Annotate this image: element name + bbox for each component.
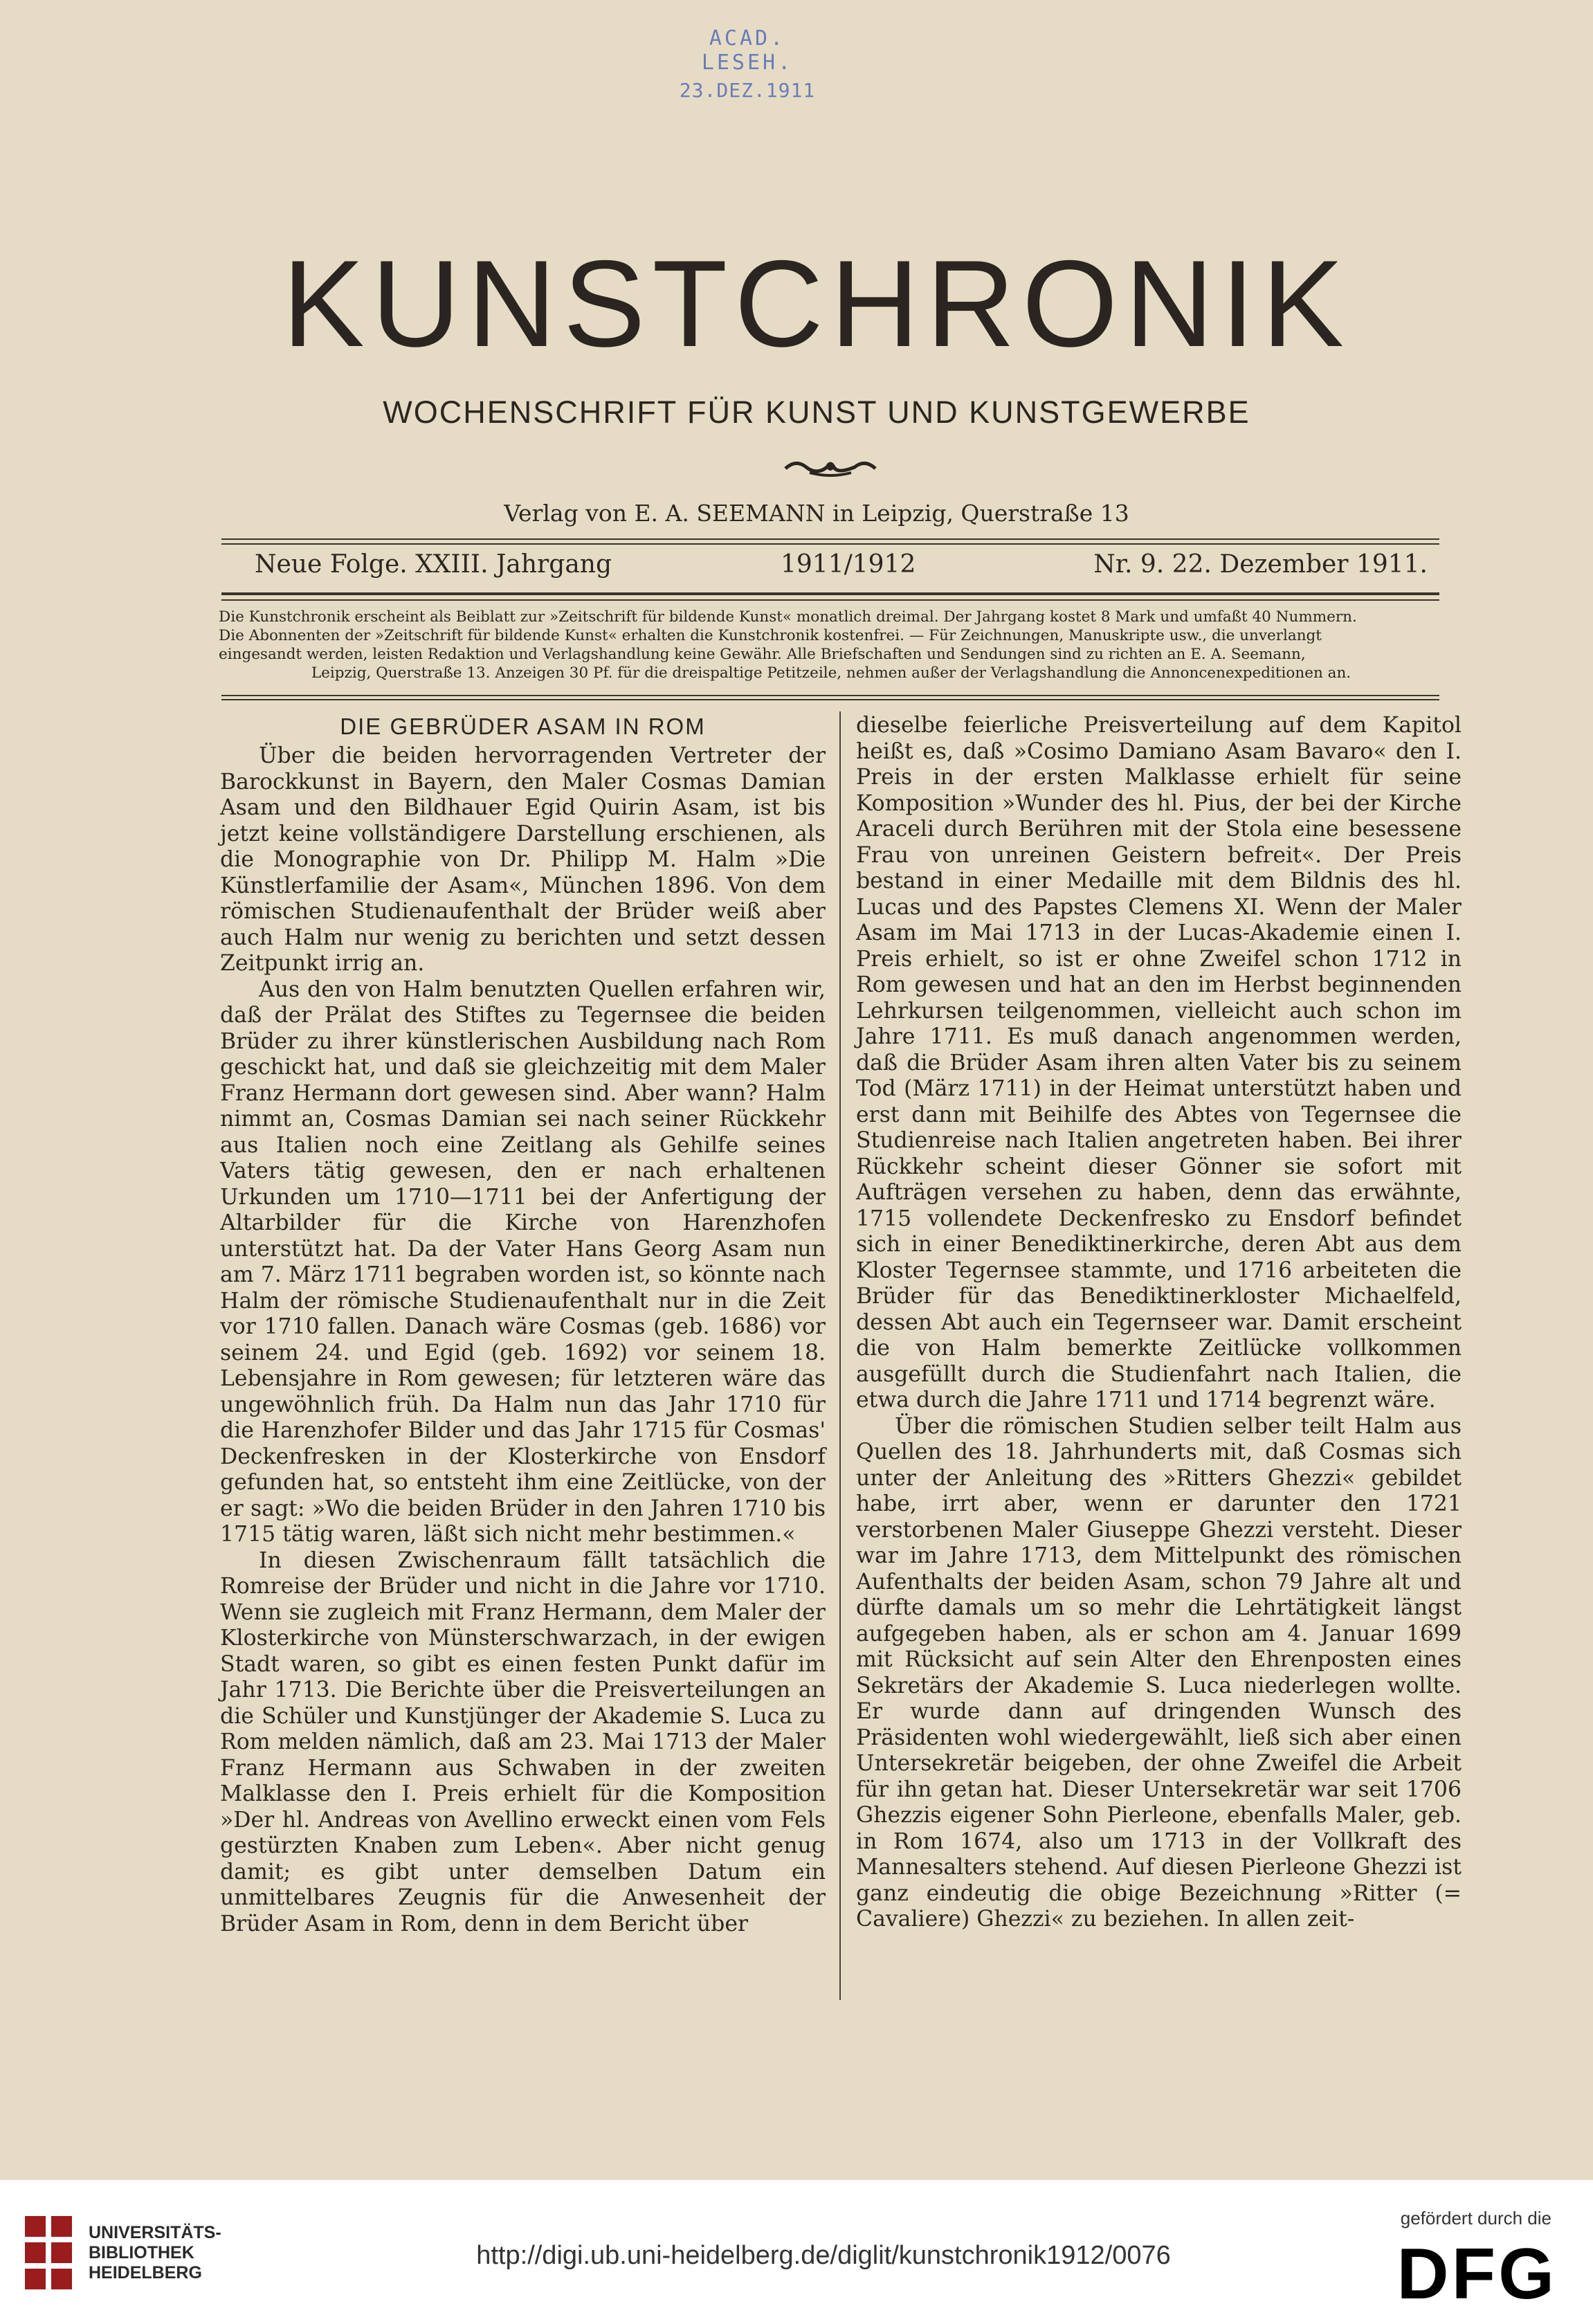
paragraph: Über die römischen Studien selber teilt Halm aus Quellen des 18. Jahrhunderts mit, daß Cosmas sich unter der Anleitung des »Ritters Ghezzi« gebildet habe, irrt aber, wenn er darunter den 1721 verstorbenen Maler Giuseppe Ghezzi versteht. Dieser war im Jahre 1713, dem Mittelpunkt des römischen Aufenthalts der beiden Asam, schon 79 Jahre alt und dürfte damals um so mehr die Lehrtätigkeit längst aufgegeben haben, als er schon am 4. Januar 1699 mit Rücksicht auf sein Alter den Ehrenposten eines Sekretärs der Akademie S. Luca niederlegen wollte. Er wurde dann auf dringenden Wunsch des Präsidenten wohl wiedergewählt, ließ sich aber einen Untersekretär beigeben, der ohne Zweifel die Arbeit für ihn getan hat. Dieser Untersekretär war seit 1706 Ghezzis eigener Sohn Pierleone, ebenfalls Maler, geb. in Rom 1674, also um 1713 in der Vollkraft des Mannesalters stehend. Auf diesen Pierleone Ghezzi ist ganz eindeutig die obige Bezeichnung »Ritter (= Cavaliere) Ghezzi« zu beziehen. In allen zeit- xyxy=(856,1413,1462,1932)
stamp-date: 23.DEZ.1911 xyxy=(679,79,816,102)
notice-line: Leipzig, Querstraße 13. Anzeigen 30 Pf. für die dreispaltige Petitzeile, nehmen außer der Verlagshandlung die Annoncenexpeditionen an. xyxy=(311,664,1351,682)
rule-notice-bottom xyxy=(221,695,1439,696)
issue-number-date: Nr. 9. 22. Dezember 1911. xyxy=(1093,550,1428,579)
masthead-title: KUNSTCHRONIK xyxy=(282,235,1351,372)
university-name-line: BIBLIOTHEK xyxy=(89,2243,194,2262)
permalink-url[interactable]: http://digi.ub.uni-heidelberg.de/diglit/kunstchronik1912/0076 xyxy=(476,2241,1171,2270)
funded-by-label: gefördert durch die xyxy=(1400,2208,1551,2228)
rule-issue-bottom xyxy=(221,592,1439,595)
column-divider xyxy=(839,711,841,2000)
article-heading: DIE GEBRÜDER ASAM IN ROM xyxy=(340,714,706,739)
digitization-footer xyxy=(0,2180,1593,2324)
paragraph: Über die beiden hervorragenden Vertreter der Barockkunst in Bayern, den Maler Cosmas Damian Asam und den Bildhauer Egid Quirin Asam, ist bis jetzt keine vollständigere Darstellung erschienen, als die Monographie von Dr. Philipp M. Halm »Die Künstlerfamilie der Asam«, München 1896. Von dem römischen Studienaufenthalt der Brüder weiß aber auch Halm nur wenig zu berichten und setzt dessen Zeitpunkt irrig an. xyxy=(220,743,826,976)
notice-line: Die Kunstchronik erscheint als Beiblatt zur »Zeitschrift für bildende Kunst« monatlich dreimal. Der Jahrgang kostet 8 Mark und umfaßt 40 Nummern. xyxy=(219,608,1357,626)
university-name xyxy=(89,2223,221,2283)
notice-line: Die Abonnenten der »Zeitschrift für bildende Kunst« erhalten die Kunstchronik kostenfrei. — Für Zeichnungen, Manuskripte usw., die unverlangt xyxy=(219,627,1322,644)
issue-series: Neue Folge. XXIII. Jahrgang xyxy=(255,550,612,579)
issue-info xyxy=(255,550,1428,589)
paragraph: Aus den von Halm benutzten Quellen erfahren wir, daß der Prälat des Stiftes zu Tegernsee die beiden Brüder zu ihrer künstlerischen Ausbildung nach Rom geschickt hat, und daß sie gleichzeitig mit dem Maler Franz Hermann dort gewesen sind. Aber wann? Halm nimmt an, Cosmas Damian sei nach seiner Rückkehr aus Italien noch eine Zeitlang als Gehilfe seines Vaters tätig gewesen, den er nach erhaltenen Urkunden um 1710—1711 bei der Anfertigung der Altarbilder für die Kirche von Harenzhofen unterstützt hat. Da der Vater Hans Georg Asam nun am 7. März 1711 begraben worden ist, so könnte nach Halm der römische Studienaufenthalt nur in die Zeit vor 1710 fallen. Danach wäre Cosmas (geb. 1686) vor seinem 24. und Egid (geb. 1692) vor seinem 18. Lebensjahre in Rom gewesen; für letzteren wäre das ungewöhnlich früh. Da Halm nun das Jahr 1710 für die Harenzhofer Bilder und das Jahr 1715 für Cosmas' Deckenfresken in der Klosterkirche von Ensdorf gefunden hat, so entsteht ihm eine Zeitlücke, von der er sagt: »Wo die beiden Brüder in den Jahren 1710 bis 1715 tätig waren, läßt sich nicht mehr bestimmen.« xyxy=(220,977,826,1547)
masthead-subtitle: WOCHENSCHRIFT FÜR KUNST UND KUNSTGEWERBE xyxy=(383,394,1250,430)
university-name-line: HEIDELBERG xyxy=(89,2263,202,2282)
university-logo-icon xyxy=(25,2216,75,2292)
dfg-logo: DFG xyxy=(1396,2234,1557,2314)
ornament-icon xyxy=(782,453,879,481)
subscription-notice xyxy=(219,608,1444,682)
stamp-line-1: ACAD. LESEH. xyxy=(701,26,794,75)
rule-issue-bottom-2 xyxy=(221,599,1439,601)
notice-line: eingesandt werden, leisten Redaktion und Verlagshandlung keine Gewähr. Alle Briefschaften und Sendungen sind zu richten an E. A. Seemann, xyxy=(219,646,1306,663)
library-stamp xyxy=(664,26,830,102)
paragraph: dieselbe feierliche Preisverteilung auf dem Kapitol heißt es, daß »Cosimo Damiano Asam Bavaro« den I. Preis in der ersten Malklasse erhielt für seine Komposition »Wunder des hl. Pius, der bei der Kirche Araceli durch Berühren mit der Stola eine besessene Frau von unreinen Geistern befreit«. Der Preis bestand in einer Medaille mit dem Bildnis des hl. Lucas und des Papstes Clemens XI. Wenn der Maler Asam im Mai 1713 in der Lucas-Akademie einen I. Preis erhielt, so ist er ohne Zweifel schon 1712 in Rom gewesen und hat an den im Herbst beginnenden Lehrkursen teilgenommen, vielleicht auch schon im Jahre 1711. Es muß danach angenommen werden, daß die Brüder Asam ihren alten Vater bis zu seinem Tod (März 1711) in der Heimat unterstützt haben und erst dann mit Beihilfe des Abtes von Tegernsee die Studienreise nach Italien angetreten haben. Bei ihrer Rückkehr scheint dieser Gönner sie sofort mit Aufträgen versehen zu haben, denn das erwähnte, 1715 vollendete Deckenfresko zu Ensdorf befindet sich in einer Benediktinerkirche, deren Abt aus dem Kloster Tegernsee stammte, und 1716 arbeiteten die Brüder für das Benediktinerkloster Michaelfeld, dessen Abt auch ein Tegernseer war. Damit erscheint die von Halm bemerkte Zeitlücke vollkommen ausgefüllt durch die Studienfahrt nach Italien, die etwa durch die Jahre 1711 und 1714 begrenzt wäre. xyxy=(856,713,1462,1413)
article-column-right xyxy=(856,713,1462,1933)
rule-notice-bottom-2 xyxy=(221,699,1439,700)
publisher-line: Verlag von E. A. SEEMANN in Leipzig, Querstraße 13 xyxy=(504,500,1129,527)
rule-top-2 xyxy=(221,543,1439,545)
article-column-left xyxy=(220,713,826,1937)
rule-top-1 xyxy=(221,538,1439,540)
university-name-line: UNIVERSITÄTS- xyxy=(89,2223,221,2242)
paragraph: In diesen Zwischenraum fällt tatsächlich die Romreise der Brüder und nicht in die Jahre vor 1710. Wenn sie zugleich mit Franz Hermann, dem Maler der Klosterkirche von Münsterschwarzach, in der ewigen Stadt waren, so gibt es einen festen Punkt dafür im Jahr 1713. Die Berichte über die Preisverteilungen an die Schüler und Kunstjünger der Akademie S. Luca zu Rom melden nämlich, daß am 23. Mai 1713 der Maler Franz Hermann aus Schwaben in der zweiten Malklasse den I. Preis erhielt für die Komposition »Der hl. Andreas von Avellino erweckt einen vom Fels gestürzten Knaben zum Leben«. Aber nicht genug damit; es gibt unter demselben Datum ein unmittelbares Zeugnis für die Anwesenheit der Brüder Asam in Rom, denn in dem Bericht über xyxy=(220,1547,826,1936)
issue-years: 1911/1912 xyxy=(781,550,916,579)
